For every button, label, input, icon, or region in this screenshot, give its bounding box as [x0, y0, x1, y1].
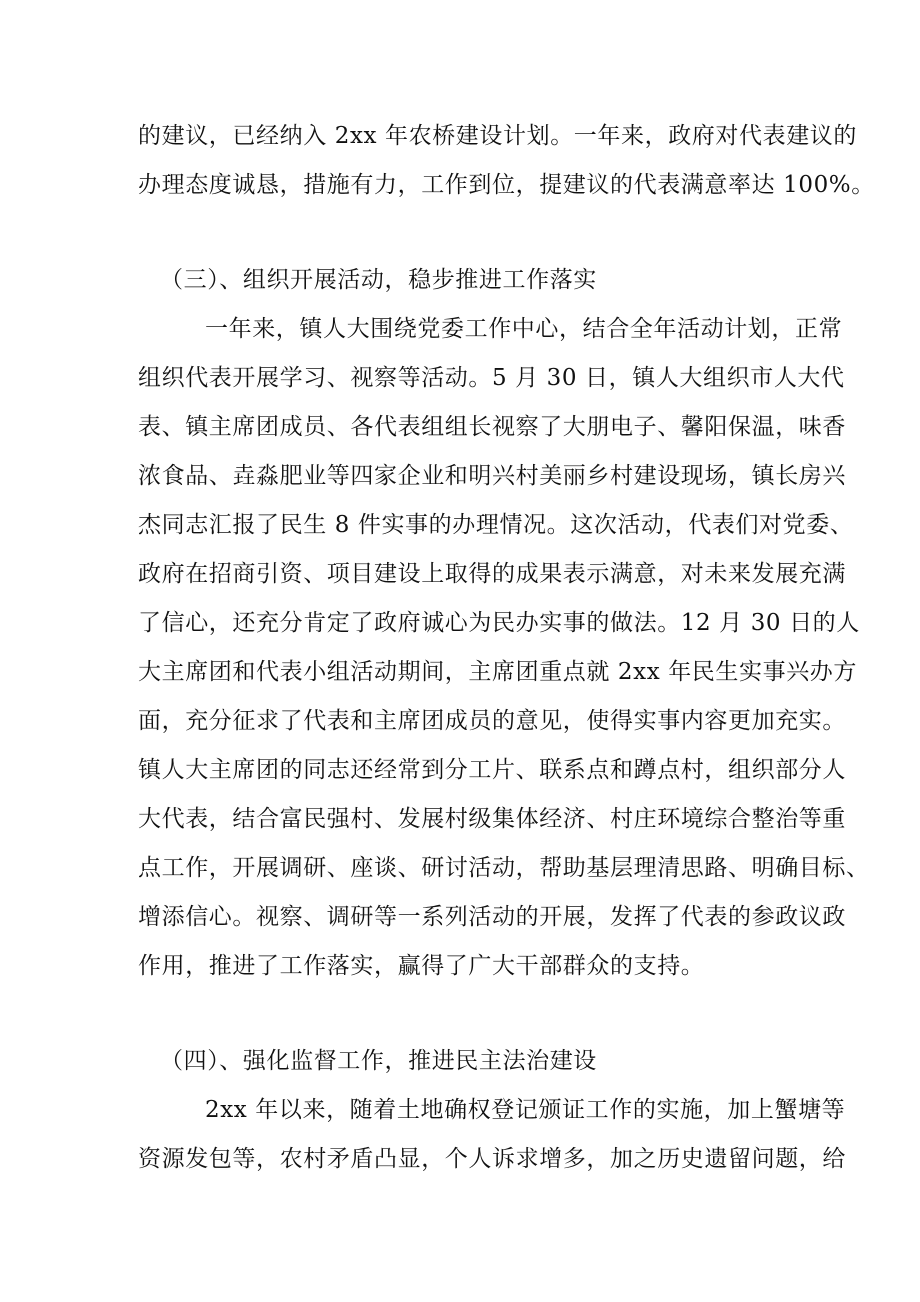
section-heading-3: （三）、组织开展活动，稳步推进工作落实	[160, 267, 597, 293]
paragraph-line: 了信心，还充分肯定了政府诚心为民办实事的做法。12 月 30 日的人	[138, 610, 860, 636]
paragraph-line: 政府在招商引资、项目建设上取得的成果表示满意，对未来发展充满	[138, 561, 846, 587]
paragraph-line: 一年来，镇人大围绕党委工作中心，结合全年活动计划，正常	[205, 316, 843, 342]
paragraph-line: 办理态度诚恳，措施有力，工作到位，提建议的代表满意率达 100%。	[138, 172, 875, 198]
paragraph-line: 大代表，结合富民强村、发展村级集体经济、村庄环境综合整治等重	[138, 806, 846, 832]
paragraph-line: 面，充分征求了代表和主席团成员的意见，使得实事内容更加充实。	[138, 708, 846, 734]
paragraph-line: 表、镇主席团成员、各代表组组长视察了大朋电子、馨阳保温，味香	[138, 414, 846, 440]
paragraph-line: 大主席团和代表小组活动期间，主席团重点就 2xx 年民生实事兴办方	[138, 659, 857, 685]
paragraph-line: 2xx 年以来，随着土地确权登记颁证工作的实施，加上蟹塘等	[205, 1097, 846, 1123]
paragraph-line: 镇人大主席团的同志还经常到分工片、联系点和蹲点村，组织部分人	[138, 757, 846, 783]
paragraph-line: 增添信心。视察、调研等一系列活动的开展，发挥了代表的参政议政	[138, 904, 846, 930]
paragraph-line: 组织代表开展学习、视察等活动。5 月 30 日，镇人大组织市人大代	[138, 365, 845, 391]
paragraph-line: 作用，推进了工作落实，赢得了广大干部群众的支持。	[138, 953, 705, 979]
paragraph-line: 浓食品、垚淼肥业等四家企业和明兴村美丽乡村建设现场，镇长房兴	[138, 463, 846, 489]
section-heading-4: （四）、强化监督工作，推进民主法治建设	[160, 1048, 597, 1074]
paragraph-line: 资源发包等，农村矛盾凸显，个人诉求增多，加之历史遗留问题，给	[138, 1146, 846, 1172]
paragraph-line: 杰同志汇报了民生 8 件实事的办理情况。这次活动，代表们对党委、	[138, 512, 854, 538]
paragraph-line: 的建议，已经纳入 2xx 年农桥建设计划。一年来，政府对代表建议的	[138, 123, 857, 149]
paragraph-line: 点工作，开展调研、座谈、研讨活动，帮助基层理清思路、明确目标、	[138, 855, 870, 881]
